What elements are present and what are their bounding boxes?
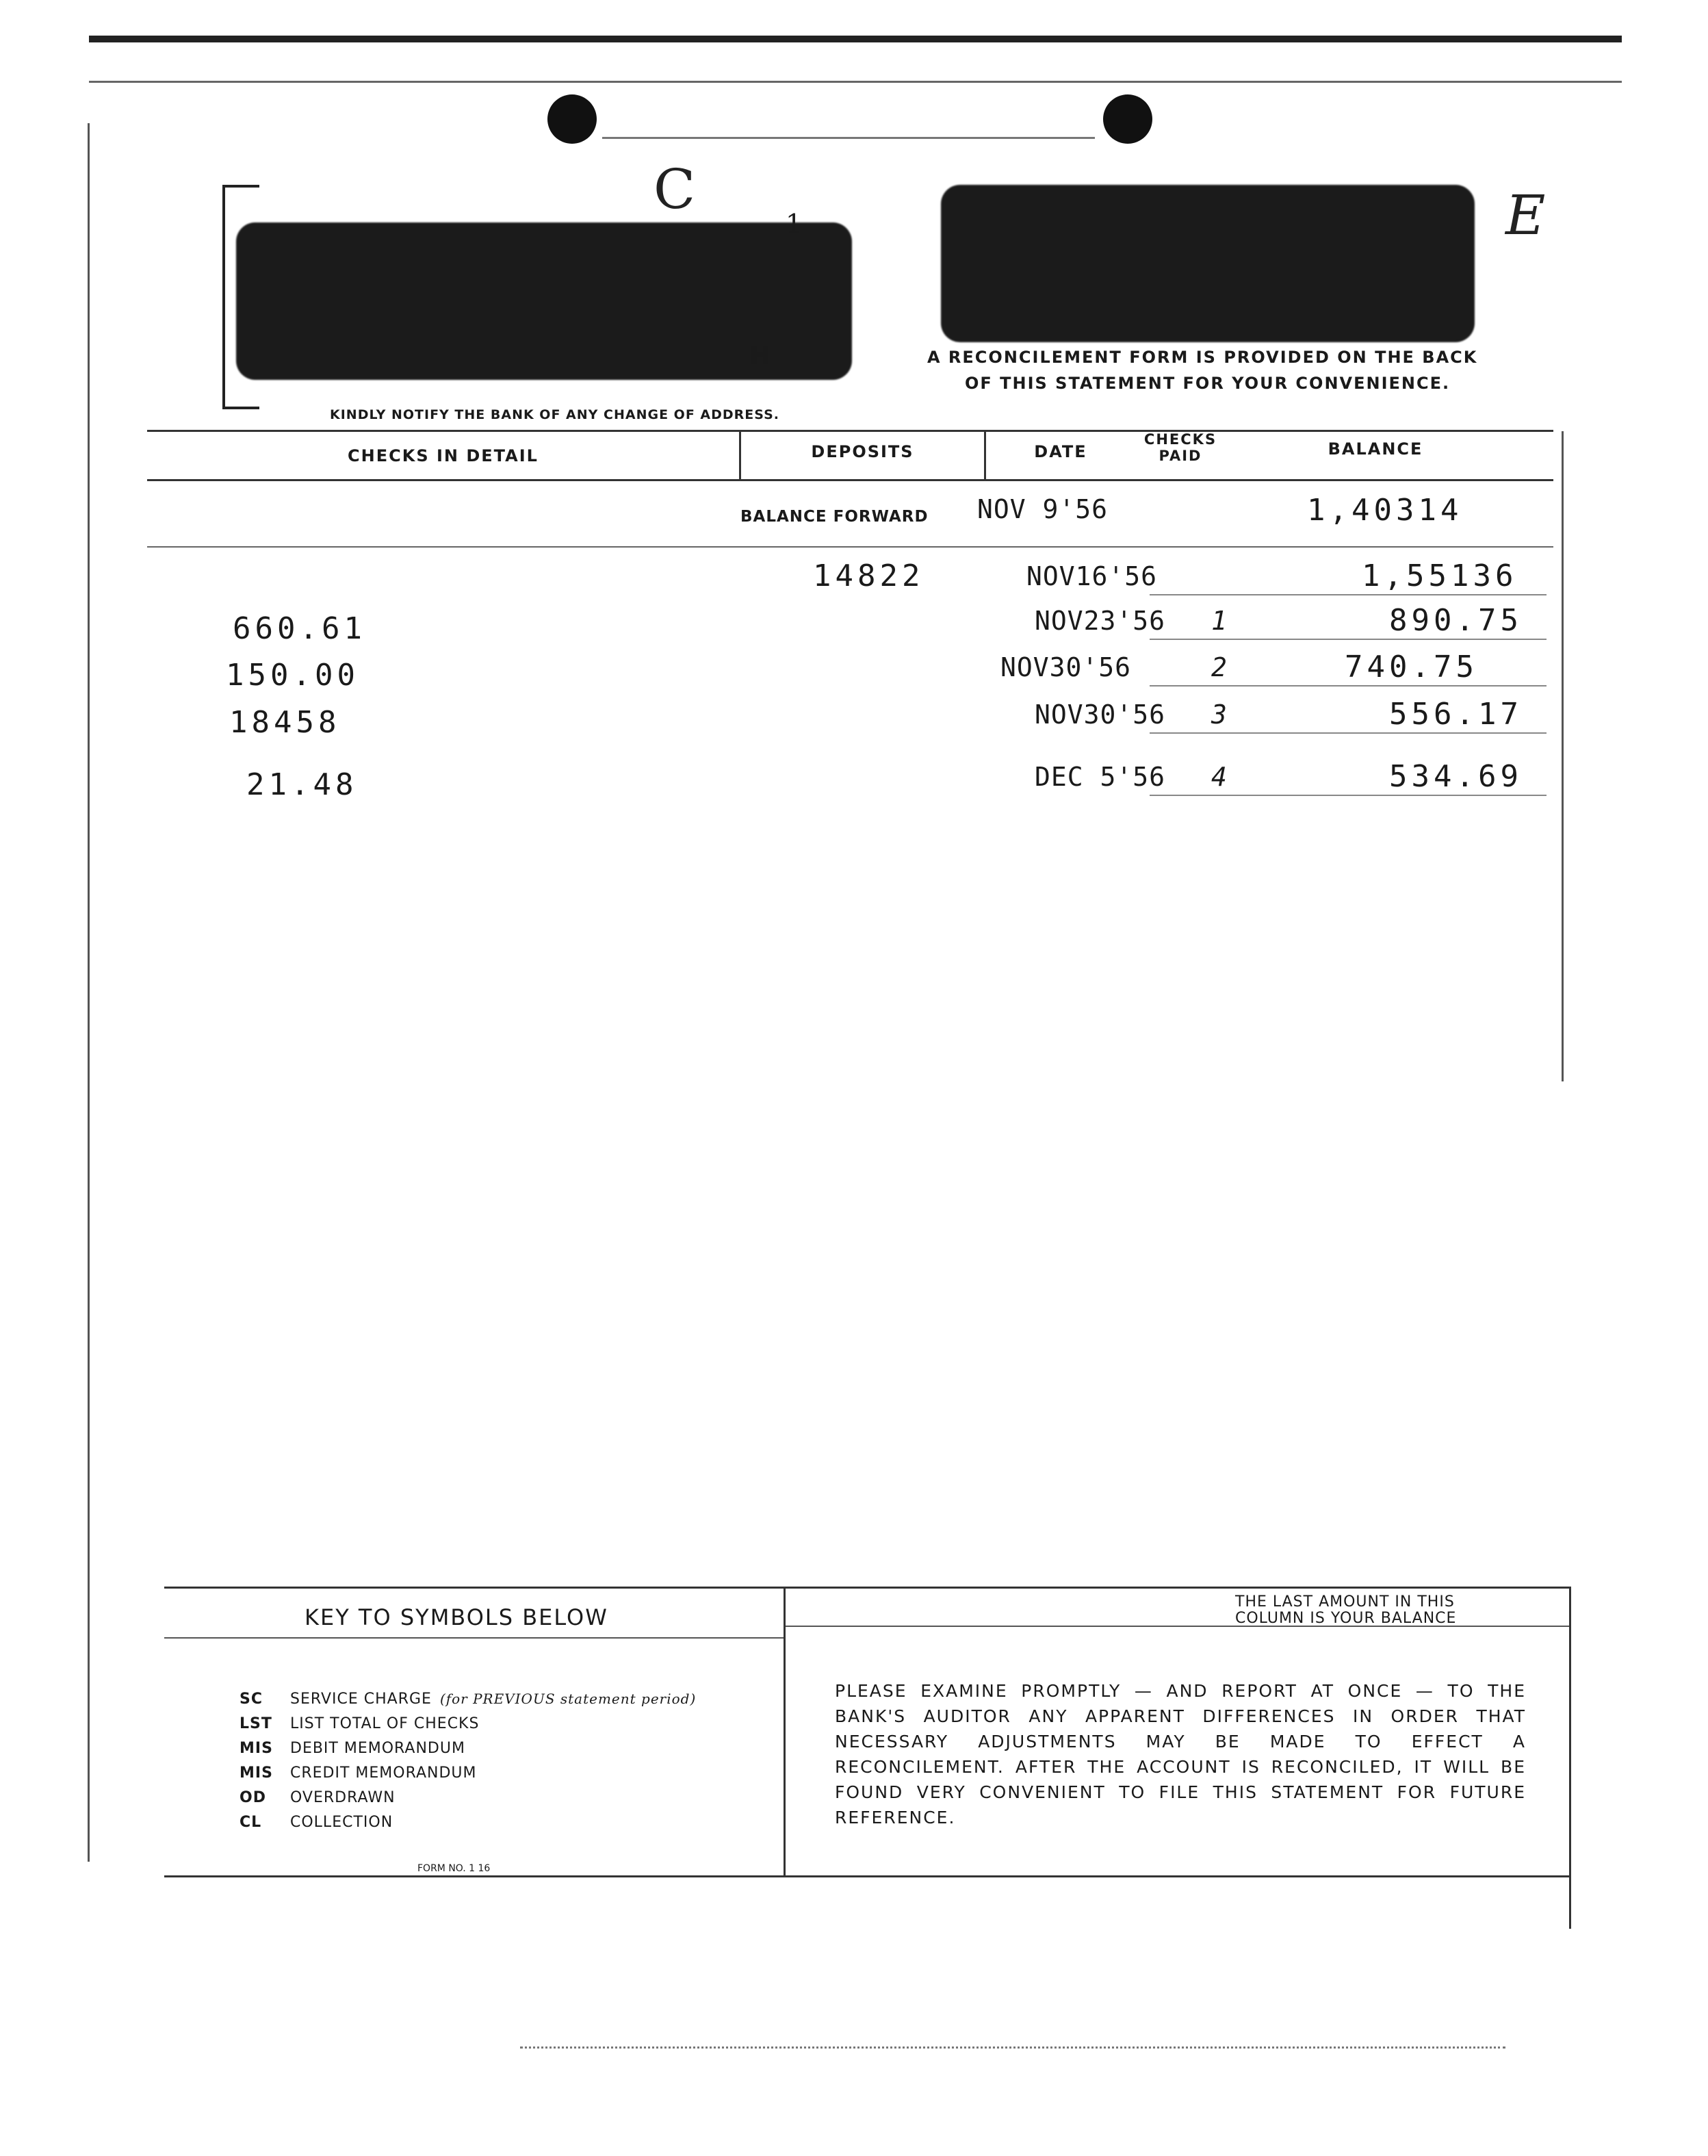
right-edge-line bbox=[1562, 431, 1564, 1081]
key-item bbox=[240, 1814, 393, 1831]
entry-date: NOV30'56 bbox=[1000, 652, 1132, 682]
key-code: MIS bbox=[240, 1764, 273, 1782]
mark-h: H bbox=[749, 342, 771, 370]
key-text: OVERDRAWN bbox=[290, 1789, 396, 1806]
key-code: LST bbox=[240, 1715, 272, 1732]
punch-hole-right bbox=[1103, 94, 1152, 144]
row-underline bbox=[1150, 594, 1547, 595]
examine-notice: PLEASE EXAMINE PROMPTLY — AND REPORT AT ONCE — TO THE BANK'S AUDITOR ANY APPARENT DIFFERENCES IN ORDER THAT NECESSARY ADJUSTMENTS MAY BE MADE TO EFFECT A RECONCILEMENT. AFTER THE ACCOUNT IS RECONCILED, IT WILL BE FOUND VERY CONVENIENT TO FILE THIS STATEMENT FOR FUTURE REFERENCE. bbox=[835, 1681, 1526, 1827]
bottom-scan-line bbox=[520, 2046, 1505, 2049]
balance-forward-date: NOV 9'56 bbox=[977, 494, 1109, 524]
punch-hole-left bbox=[547, 94, 597, 144]
deposit-amount: 14822 bbox=[813, 559, 924, 593]
checks-paid-number: 3 bbox=[1211, 700, 1227, 730]
key-text: COLLECTION bbox=[290, 1814, 393, 1831]
row-underline bbox=[1150, 639, 1547, 640]
row-underline bbox=[1150, 685, 1547, 686]
notify-address: KINDLY NOTIFY THE BANK OF ANY CHANGE OF ADDRESS. bbox=[330, 407, 780, 422]
checks-paid-number: 1 bbox=[1211, 606, 1227, 636]
col-checks-paid-1: CHECKS bbox=[1143, 431, 1217, 448]
key-item bbox=[240, 1691, 696, 1708]
annotation-e: E bbox=[1505, 183, 1546, 247]
key-text: DEBIT MEMORANDUM bbox=[290, 1740, 465, 1757]
balance-amount: 534.69 bbox=[1389, 759, 1523, 794]
redacted-account-block bbox=[941, 185, 1475, 342]
key-text: CREDIT MEMORANDUM bbox=[290, 1764, 477, 1782]
col-deposits: DEPOSITS bbox=[811, 442, 914, 461]
col-checks-paid-2: PAID bbox=[1159, 448, 1202, 464]
top-edge-band bbox=[89, 36, 1622, 42]
entry-date: DEC 5'56 bbox=[1035, 762, 1166, 792]
annotation-1: 1 bbox=[786, 209, 803, 239]
key-item bbox=[240, 1764, 477, 1782]
key-code: CL bbox=[240, 1814, 262, 1831]
table-header-bottom-rule bbox=[147, 479, 1553, 481]
key-box-right bbox=[1569, 1587, 1571, 1929]
balance-forward-rule bbox=[147, 546, 1553, 548]
check-amount: 18458 bbox=[229, 705, 341, 740]
key-item bbox=[240, 1715, 479, 1732]
key-code: OD bbox=[240, 1789, 266, 1806]
checks-paid-number: 4 bbox=[1211, 762, 1227, 792]
balance-forward-label: BALANCE FORWARD bbox=[740, 508, 929, 526]
form-number: FORM NO. 1 16 bbox=[417, 1863, 491, 1874]
col-balance: BALANCE bbox=[1328, 439, 1423, 459]
reconcilement-note-line1: A RECONCILEMENT FORM IS PROVIDED ON THE BACK bbox=[927, 348, 1478, 367]
last-amount-line1: THE LAST AMOUNT IN THIS bbox=[1235, 1593, 1455, 1610]
balance-amount: 1,55136 bbox=[1362, 559, 1518, 593]
left-edge-line bbox=[88, 123, 90, 1862]
col-date: DATE bbox=[1034, 442, 1087, 461]
row-underline bbox=[1150, 732, 1547, 734]
checks-paid-number: 2 bbox=[1211, 652, 1227, 682]
reconcilement-note-line2: OF THIS STATEMENT FOR YOUR CONVENIENCE. bbox=[965, 374, 1451, 393]
balance-amount: 740.75 bbox=[1345, 650, 1478, 684]
key-item bbox=[240, 1740, 465, 1757]
key-title: KEY TO SYMBOLS BELOW bbox=[305, 1604, 608, 1630]
check-amount: 150.00 bbox=[226, 658, 359, 693]
key-text: LIST TOTAL OF CHECKS bbox=[290, 1715, 480, 1732]
key-code: MIS bbox=[240, 1740, 273, 1757]
annotation-c: C bbox=[654, 157, 696, 221]
key-note: (for PREVIOUS statement period) bbox=[439, 1691, 697, 1707]
table-top-rule bbox=[147, 430, 1553, 432]
hole-bar bbox=[602, 137, 1095, 139]
key-text: SERVICE CHARGE bbox=[290, 1691, 432, 1708]
entry-date: NOV16'56 bbox=[1026, 561, 1158, 591]
check-amount: 660.61 bbox=[233, 611, 366, 646]
row-underline bbox=[1150, 795, 1547, 796]
balance-amount: 890.75 bbox=[1389, 603, 1523, 638]
balance-forward-amount: 1,40314 bbox=[1307, 493, 1463, 528]
entry-date: NOV30'56 bbox=[1035, 700, 1166, 730]
col-checks-in-detail: CHECKS IN DETAIL bbox=[348, 446, 539, 465]
key-code: SC bbox=[240, 1691, 263, 1708]
last-amount-line2: COLUMN IS YOUR BALANCE bbox=[1235, 1610, 1457, 1627]
top-edge-line bbox=[89, 81, 1622, 83]
col-divider-2 bbox=[984, 430, 986, 479]
key-box-bottom bbox=[164, 1875, 1570, 1877]
key-box-title-rule bbox=[164, 1637, 784, 1639]
balance-amount: 556.17 bbox=[1389, 697, 1523, 732]
key-item bbox=[240, 1789, 396, 1806]
check-amount: 21.48 bbox=[246, 767, 358, 802]
entry-date: NOV23'56 bbox=[1035, 606, 1166, 636]
key-box-top bbox=[164, 1587, 1570, 1589]
key-box-divider bbox=[784, 1587, 786, 1875]
